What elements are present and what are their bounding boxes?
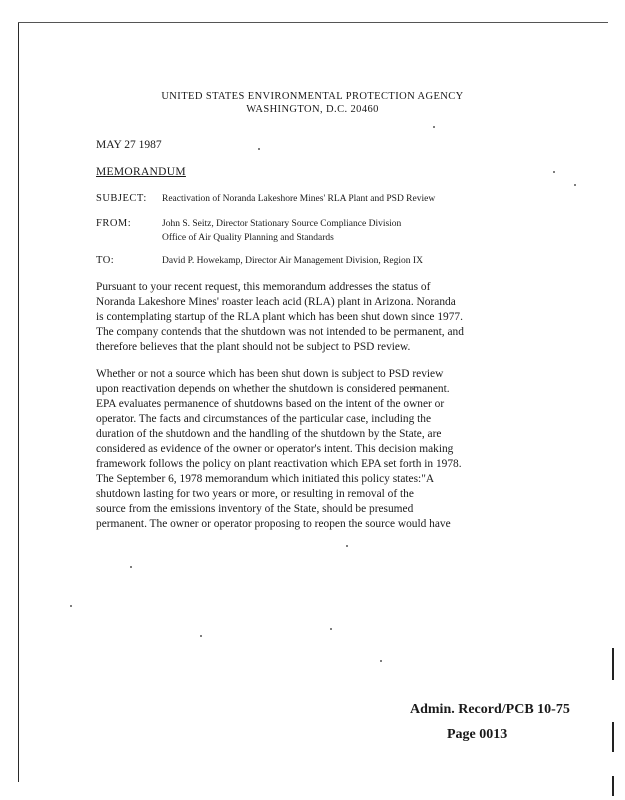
text-line: The company contends that the shutdown was not intended to be permanent, and xyxy=(96,326,464,338)
text-line: Whether or not a source which has been shut down is subject to PSD review xyxy=(96,368,444,380)
scan-left-border xyxy=(18,22,19,782)
text-line: therefore believes that the plant should not be subject to PSD review. xyxy=(96,341,411,353)
text-line: considered as evidence of the owner or operator's intent. This decision making xyxy=(96,443,454,455)
scan-speck xyxy=(346,545,348,547)
scan-speck xyxy=(70,605,72,607)
text-line: permanent. The owner or operator proposing to reopen the source would have xyxy=(96,518,451,530)
scan-speck xyxy=(258,148,260,150)
scan-speck xyxy=(433,126,435,128)
text-line: Pursuant to your recent request, this memorandum addresses the status of xyxy=(96,281,431,293)
text-line: The September 6, 1978 memorandum which initiated this policy states:"A xyxy=(96,473,435,485)
text-line: framework follows the policy on plant reactivation which EPA set forth in 1978. xyxy=(96,458,462,470)
memo-title: MEMORANDUM xyxy=(96,166,186,178)
from-label: FROM: xyxy=(96,218,132,229)
subject-value: Reactivation of Noranda Lakeshore Mines' RLA Plant and PSD Review xyxy=(162,194,436,204)
text-line: Noranda Lakeshore Mines' roaster leach acid (RLA) plant in Arizona. Noranda xyxy=(96,296,456,308)
scan-speck xyxy=(553,171,555,173)
scan-edge-mark xyxy=(612,776,614,796)
scan-top-border xyxy=(18,22,608,23)
scan-speck xyxy=(380,660,382,662)
to-value: David P. Howekamp, Director Air Management Division, Region IX xyxy=(162,256,423,266)
text-line: duration of the shutdown and the handling of the shutdown by the State, are xyxy=(96,428,442,440)
text-line: operator. The facts and circumstances of the particular case, including the xyxy=(96,413,432,425)
scan-edge-mark xyxy=(612,722,614,752)
admin-record-stamp: Admin. Record/PCB 10-75 xyxy=(410,702,570,717)
scan-edge-mark xyxy=(612,648,614,680)
text-line: source from the emissions inventory of the State, should be presumed xyxy=(96,503,414,515)
text-line: shutdown lasting for two years or more, or resulting in removal of the xyxy=(96,488,414,500)
scan-speck xyxy=(130,566,132,568)
from-line-2: Office of Air Quality Planning and Standards xyxy=(162,233,334,243)
from-line-1: John S. Seitz, Director Stationary Source Compliance Division xyxy=(162,219,402,229)
memo-date: MAY 27 1987 xyxy=(96,139,162,151)
body-paragraph-2 xyxy=(96,367,476,532)
page-number-stamp: Page 0013 xyxy=(447,727,508,742)
text-line: is contemplating startup of the RLA plant which has been shut down since 1977. xyxy=(96,311,463,323)
agency-name: UNITED STATES ENVIRONMENTAL PROTECTION AGENCY xyxy=(161,91,464,102)
scan-speck xyxy=(330,628,332,630)
text-line: upon reactivation depends on whether the shutdown is considered permanent. xyxy=(96,383,450,395)
body-paragraph-1 xyxy=(96,280,476,355)
scan-speck xyxy=(200,635,202,637)
agency-location: WASHINGTON, D.C. 20460 xyxy=(246,104,379,115)
to-label: TO: xyxy=(96,255,115,266)
scan-speck xyxy=(574,184,576,186)
text-line: EPA evaluates permanence of shutdowns based on the intent of the owner or xyxy=(96,398,445,410)
subject-label: SUBJECT: xyxy=(96,193,147,204)
